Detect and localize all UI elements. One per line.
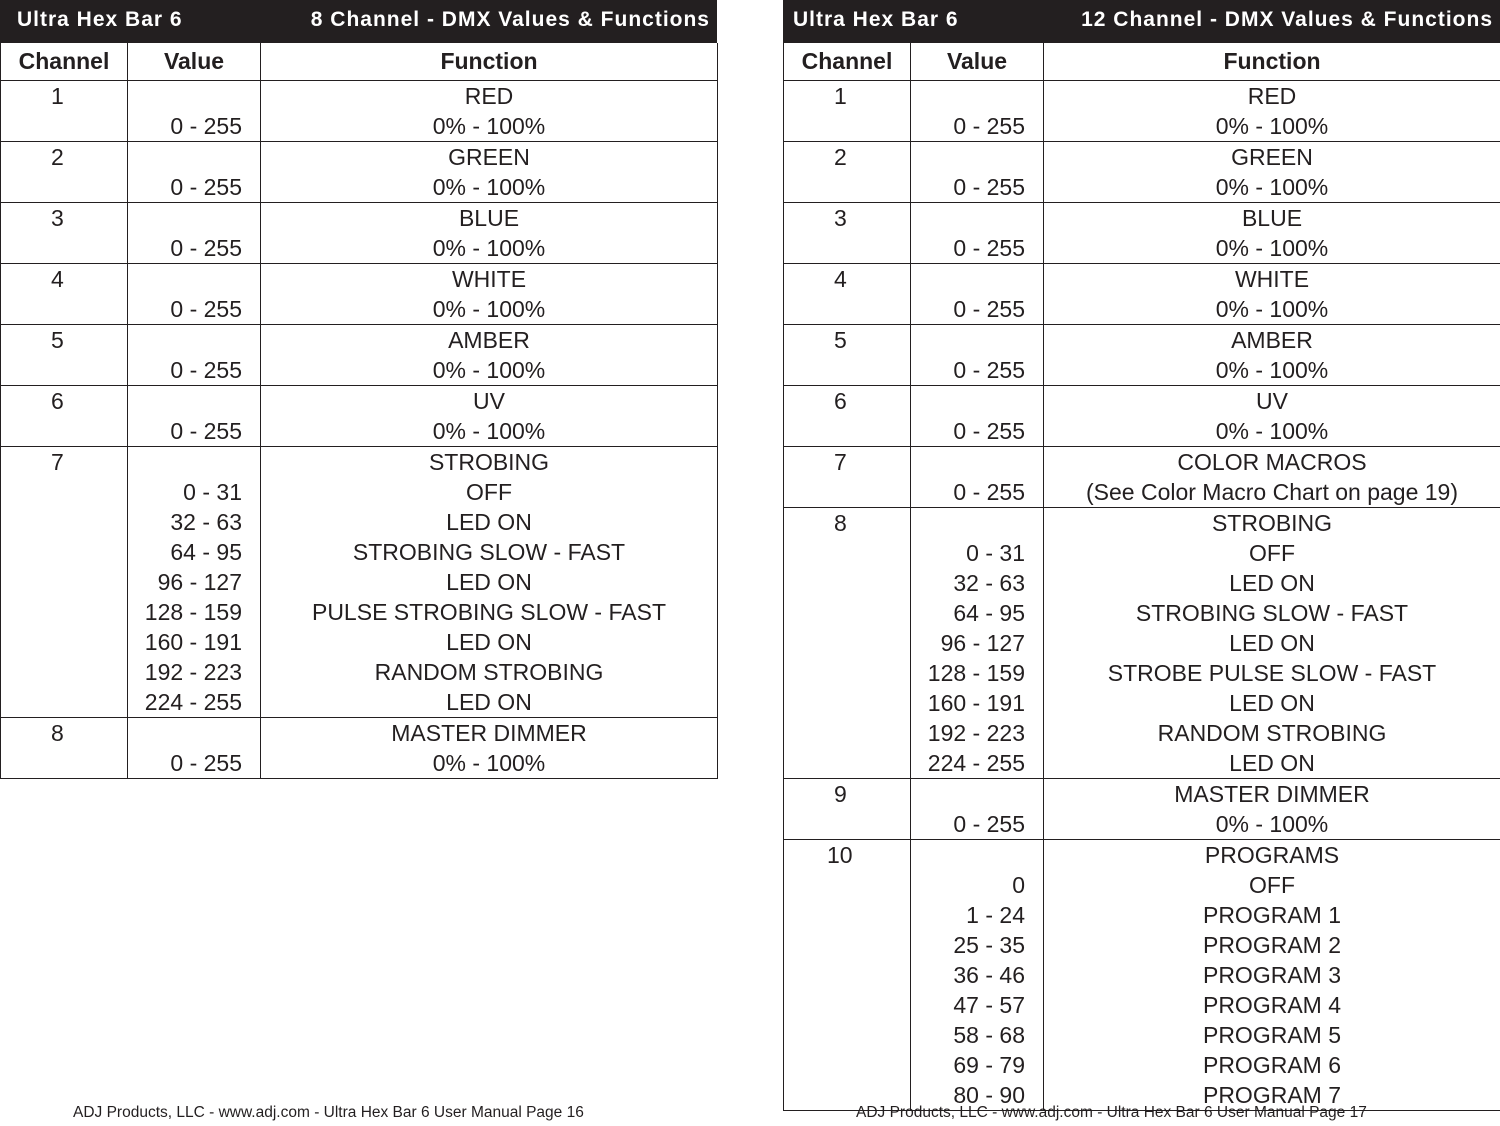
dmx-value-range: 128 - 159 [927,660,1025,686]
dmx-value-range: 96 - 127 [940,630,1025,656]
dmx-value-range: 1 - 24 [966,902,1025,928]
function-description: STROBING SLOW - FAST [1135,600,1409,626]
column-header-channel: Channel [784,43,911,81]
channel-cell [784,840,911,1111]
dmx-value-range: 0 - 255 [953,174,1025,200]
table-row [1,325,718,386]
table-row [784,142,1500,203]
table-row [1,447,718,718]
dmx-value-range: 64 - 95 [953,600,1025,626]
table-row [784,386,1500,447]
channel-number: 2 [834,144,847,170]
table-header-row [784,43,1500,81]
channel-number: 5 [51,327,64,353]
function-heading: BLUE [458,205,520,231]
dmx-value-range: 0 - 255 [953,235,1025,261]
dmx-value-range: 0 - 255 [953,296,1025,322]
function-description: OFF [1249,872,1295,898]
function-description: 0% - 100% [432,174,546,200]
channel-cell [1,142,128,203]
function-cell [261,718,718,779]
table-row [1,718,718,779]
channel-cell [784,779,911,840]
channel-cell [1,81,128,142]
dmx-value-range [911,447,1043,477]
dmx-table [783,43,1500,1111]
dmx-value-range: 36 - 46 [953,962,1025,988]
dmx-value-range: 0 - 255 [170,357,242,383]
dmx-value-range [911,386,1043,416]
function-description: LED ON [1229,750,1315,776]
channel-cell [784,264,911,325]
channel-cell [784,508,911,779]
dmx-value-range [128,264,260,294]
function-description: OFF [466,479,512,505]
dmx-value-range: 0 - 255 [170,235,242,261]
table-header-row [1,43,718,81]
channel-number: 4 [834,266,847,292]
function-heading: MASTER DIMMER [391,720,587,746]
value-cell [128,386,261,447]
dmx-value-range: 0 - 255 [953,357,1025,383]
channel-number: 7 [51,449,64,475]
function-heading: UV [1256,388,1288,414]
function-description: PROGRAM 3 [1202,962,1342,988]
function-heading: RED [464,83,514,109]
dmx-value-range: 192 - 223 [927,720,1025,746]
function-cell [261,203,718,264]
manual-page-16 [0,0,717,1121]
function-cell [1044,840,1500,1111]
channel-number: 3 [834,205,847,231]
column-header-value: Value [128,43,261,81]
dmx-value-range: 69 - 79 [953,1052,1025,1078]
mode-title: 12 Channel - DMX Values & Functions [1081,8,1493,31]
dmx-value-range: 0 - 255 [953,479,1025,505]
function-description: 0% - 100% [1215,811,1329,837]
channel-number: 10 [827,842,853,868]
dmx-value-range: 47 - 57 [953,992,1025,1018]
function-cell [1044,142,1500,203]
function-heading: PROGRAMS [1204,842,1340,868]
function-heading: STROBING [1211,510,1333,536]
channel-number: 8 [51,720,64,746]
table-row [784,203,1500,264]
function-heading: MASTER DIMMER [1174,781,1370,807]
function-description: 0% - 100% [432,235,546,261]
function-cell [261,386,718,447]
value-cell [911,142,1044,203]
column-header-function: Function [261,43,718,81]
function-description: 0% - 100% [1215,174,1329,200]
function-heading: GREEN [448,144,530,170]
channel-cell [1,718,128,779]
dmx-value-range: 0 - 255 [170,296,242,322]
dmx-value-range [911,508,1043,538]
manual-page-17 [783,0,1500,1121]
value-cell [911,779,1044,840]
table-row [784,779,1500,840]
dmx-value-range: 0 [1012,872,1025,898]
table-row [784,508,1500,779]
dmx-value-range: 160 - 191 [144,629,242,655]
function-description: OFF [1249,540,1295,566]
value-cell [128,142,261,203]
function-description: LED ON [1229,570,1315,596]
column-header-channel: Channel [1,43,128,81]
dmx-value-range: 0 - 255 [170,174,242,200]
page-footer: ADJ Products, LLC - www.adj.com - Ultra Hex Bar 6 User Manual Page 17 [856,1104,1367,1121]
mode-title: 8 Channel - DMX Values & Functions [310,8,710,31]
function-heading: STROBING [428,449,550,475]
function-description: LED ON [1229,630,1315,656]
dmx-value-range: 0 - 255 [170,113,242,139]
channel-number: 4 [51,266,64,292]
value-cell [128,264,261,325]
function-heading: UV [473,388,505,414]
table-row [784,840,1500,1111]
value-cell [911,81,1044,142]
function-heading: AMBER [1231,327,1313,353]
dmx-value-range [128,325,260,355]
function-description: PROGRAM 1 [1202,902,1342,928]
dmx-value-range: 192 - 223 [144,659,242,685]
dmx-value-range [911,203,1043,233]
dmx-value-range: 25 - 35 [953,932,1025,958]
dmx-value-range: 58 - 68 [953,1022,1025,1048]
channel-cell [784,81,911,142]
table-row [1,142,718,203]
value-cell [128,203,261,264]
value-cell [911,264,1044,325]
function-description: 0% - 100% [1215,296,1329,322]
channel-cell [1,203,128,264]
page-title-bar [783,0,1500,43]
function-heading: RED [1247,83,1297,109]
table-row [784,447,1500,508]
function-description: 0% - 100% [432,296,546,322]
function-description: RANDOM STROBING [1157,720,1387,746]
function-description: 0% - 100% [432,750,546,776]
function-heading: WHITE [451,266,527,292]
function-description: 0% - 100% [432,113,546,139]
channel-number: 8 [834,510,847,536]
dmx-value-range: 0 - 31 [966,540,1025,566]
function-description: RANDOM STROBING [374,659,604,685]
dmx-value-range: 224 - 255 [927,750,1025,776]
function-cell [1044,264,1500,325]
column-header-value: Value [911,43,1044,81]
dmx-value-range: 32 - 63 [953,570,1025,596]
dmx-value-range [911,840,1043,870]
dmx-value-range: 0 - 255 [953,811,1025,837]
function-heading: COLOR MACROS [1177,449,1367,475]
function-description: STROBE PULSE SLOW - FAST [1107,660,1437,686]
function-cell [1044,386,1500,447]
channel-cell [784,386,911,447]
dmx-value-range: 128 - 159 [144,599,242,625]
value-cell [911,840,1044,1111]
dmx-value-range [911,264,1043,294]
dmx-value-range [128,81,260,111]
function-cell [1044,325,1500,386]
channel-number: 7 [834,449,847,475]
dmx-value-range: 0 - 255 [170,418,242,444]
channel-cell [1,325,128,386]
channel-number: 6 [51,388,64,414]
dmx-value-range: 0 - 255 [953,113,1025,139]
function-description: PROGRAM 2 [1202,932,1342,958]
function-description: 0% - 100% [1215,113,1329,139]
table-row [784,264,1500,325]
column-header-function: Function [1044,43,1500,81]
channel-cell [1,386,128,447]
dmx-value-range: 0 - 255 [170,750,242,776]
function-description: (See Color Macro Chart on page 19) [1085,479,1459,505]
function-description: PROGRAM 5 [1202,1022,1342,1048]
product-title: Ultra Hex Bar 6 [793,8,959,31]
dmx-value-range: 80 - 90 [953,1082,1025,1108]
function-description: LED ON [446,689,532,715]
function-description: PROGRAM 7 [1202,1082,1342,1108]
value-cell [911,203,1044,264]
function-cell [1044,81,1500,142]
channel-cell [784,142,911,203]
channel-number: 1 [51,83,64,109]
function-description: LED ON [1229,690,1315,716]
function-description: PROGRAM 4 [1202,992,1342,1018]
function-description: 0% - 100% [432,418,546,444]
function-description: STROBING SLOW - FAST [352,539,626,565]
dmx-value-range: 224 - 255 [144,689,242,715]
dmx-value-range [128,203,260,233]
dmx-value-range: 160 - 191 [927,690,1025,716]
dmx-value-range [911,779,1043,809]
function-cell [261,325,718,386]
channel-cell [784,325,911,386]
function-cell [261,81,718,142]
table-row [1,264,718,325]
function-description: 0% - 100% [432,357,546,383]
channel-number: 3 [51,205,64,231]
value-cell [128,718,261,779]
page-footer: ADJ Products, LLC - www.adj.com - Ultra Hex Bar 6 User Manual Page 16 [73,1104,584,1121]
function-description: PULSE STROBING SLOW - FAST [311,599,666,625]
dmx-value-range [128,142,260,172]
function-description: 0% - 100% [1215,357,1329,383]
channel-cell [784,203,911,264]
channel-number: 2 [51,144,64,170]
dmx-value-range: 0 - 255 [953,418,1025,444]
channel-cell [1,264,128,325]
channel-number: 9 [834,781,847,807]
function-cell [261,142,718,203]
function-cell [1044,203,1500,264]
function-cell [1044,508,1500,779]
channel-number: 6 [834,388,847,414]
channel-number: 5 [834,327,847,353]
function-description: LED ON [446,509,532,535]
function-heading: AMBER [448,327,530,353]
value-cell [911,325,1044,386]
dmx-table [0,43,718,779]
function-description: 0% - 100% [1215,418,1329,444]
function-cell [1044,779,1500,840]
dmx-value-range [911,325,1043,355]
dmx-value-range: 64 - 95 [170,539,242,565]
function-cell [261,447,718,718]
dmx-value-range: 32 - 63 [170,509,242,535]
value-cell [911,447,1044,508]
function-heading: BLUE [1241,205,1303,231]
value-cell [911,386,1044,447]
table-row [784,325,1500,386]
dmx-value-range: 96 - 127 [157,569,242,595]
table-row [1,203,718,264]
table-row [1,81,718,142]
channel-cell [1,447,128,718]
function-description: LED ON [446,629,532,655]
channel-number: 1 [834,83,847,109]
dmx-value-range [128,718,260,748]
function-description: PROGRAM 6 [1202,1052,1342,1078]
value-cell [128,325,261,386]
function-heading: WHITE [1234,266,1310,292]
value-cell [128,447,261,718]
page-title-bar [0,0,717,43]
function-description: 0% - 100% [1215,235,1329,261]
table-row [784,81,1500,142]
value-cell [911,508,1044,779]
dmx-value-range: 0 - 31 [183,479,242,505]
function-cell [261,264,718,325]
value-cell [128,81,261,142]
dmx-value-range [911,142,1043,172]
dmx-value-range [128,447,260,477]
function-heading: GREEN [1231,144,1313,170]
dmx-value-range [911,81,1043,111]
product-title: Ultra Hex Bar 6 [17,8,183,31]
table-row [1,386,718,447]
function-description: LED ON [446,569,532,595]
dmx-value-range [128,386,260,416]
channel-cell [784,447,911,508]
function-cell [1044,447,1500,508]
